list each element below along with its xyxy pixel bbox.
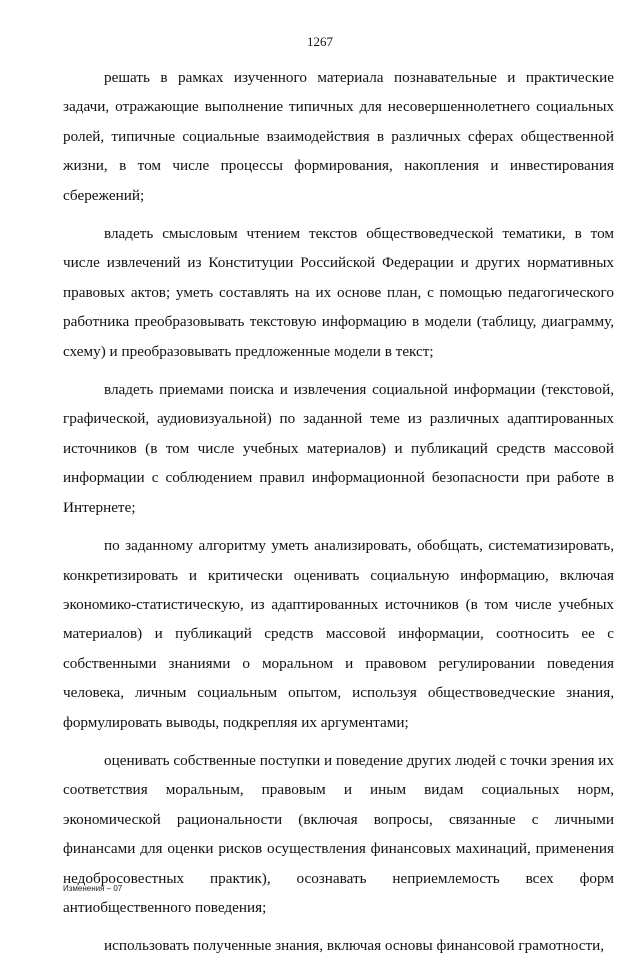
paragraph: оценивать собственные поступки и поведение других людей с точки зрения их соответствия моральным, правовым и иным видам социальных норм, экономической рациональности (включая вопросы, связанные с личными финансами для оценки рисков осуществления финансовых махинаций, применения недобросовестных практик), осознавать неприемлемость всех форм антиобщественного поведения; bbox=[63, 751, 614, 916]
document-body bbox=[63, 63, 614, 970]
page-number: 1267 bbox=[307, 34, 333, 49]
footer-note: Изменения – 07 bbox=[63, 884, 123, 893]
paragraph: использовать полученные знания, включая основы финансовой грамотности, bbox=[104, 937, 605, 955]
paragraph: по заданному алгоритму уметь анализировать, обобщать, систематизировать, конкретизировать и критически оценивать социальную информацию, включая экономико-статистическую, из адаптированных источников (в том числе учебных материалов) и публикаций средств массовой информации, соотносить ее с собственными знаниями о моральном и правовом регулировании поведения человека, личным социальным опытом, используя обществоведческие знания, формулировать выводы, подкрепляя их аргументами; bbox=[63, 537, 614, 731]
paragraph: владеть приемами поиска и извлечения социальной информации (текстовой, графической, аудиовизуальной) по заданной теме из различных адаптированных источников (в том числе учебных материалов) и публикаций средств массовой информации с соблюдением правил информационной безопасности при работе в Интернете; bbox=[63, 381, 614, 516]
paragraph: владеть смысловым чтением текстов обществоведческой тематики, в том числе извлечений из Конституции Российской Федерации и других нормативных правовых актов; уметь составлять на их основе план, с помощью педагогического работника преобразовывать текстовую информацию в модели (таблицу, диаграмму, схему) и преобразовывать предложенные модели в текст; bbox=[63, 225, 614, 360]
paragraph: решать в рамках изученного материала познавательные и практические задачи, отражающие выполнение типичных для несовершеннолетнего социальных ролей, типичные социальные взаимодействия в различных сферах общественной жизни, в том числе процессы формирования, накопления и инвестирования сбережений; bbox=[63, 69, 614, 204]
